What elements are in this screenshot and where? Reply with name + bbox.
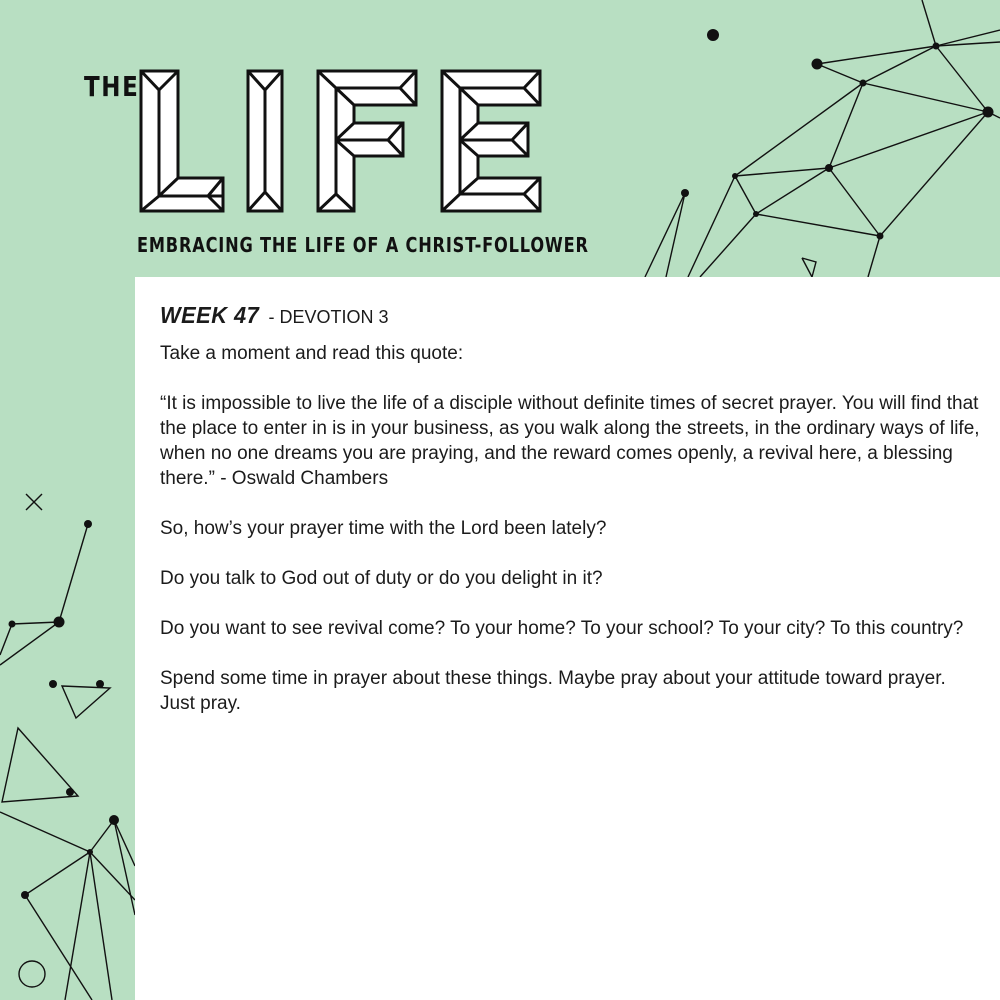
paragraph-quote: “It is impossible to live the life of a disciple without definite times of secret prayer. You will find that the place to enter in is in your business, as you walk along the streets, in the ordinary ways of life, when no one dreams you are praying, and the reward comes openly, a revival here, a blessing there.” - Oswald Chambers <box>160 393 980 489</box>
life-logo <box>138 68 544 214</box>
paragraph-question-1: So, how’s your prayer time with the Lord been lately? <box>160 518 607 539</box>
paragraph-closing: Spend some time in prayer about these things. Maybe pray about your attitude toward prayer. Just pray. <box>160 668 946 714</box>
paragraph-intro: Take a moment and read this quote: <box>160 343 464 364</box>
brand-the: THE <box>84 70 140 103</box>
brand-tagline: EMBRACING THE LIFE OF A CHRIST-FOLLOWER <box>137 233 589 257</box>
paragraph-question-3: Do you want to see revival come? To your home? To your school? To your city? To this country? <box>160 618 964 639</box>
devotion-heading <box>160 301 980 329</box>
paragraph-question-2: Do you talk to God out of duty or do you delight in it? <box>160 568 603 589</box>
week-label: WEEK 47 <box>160 302 260 328</box>
devotion-card <box>135 277 1000 1000</box>
devotion-label: - DEVOTION 3 <box>268 307 389 327</box>
devotion-content <box>160 301 980 741</box>
